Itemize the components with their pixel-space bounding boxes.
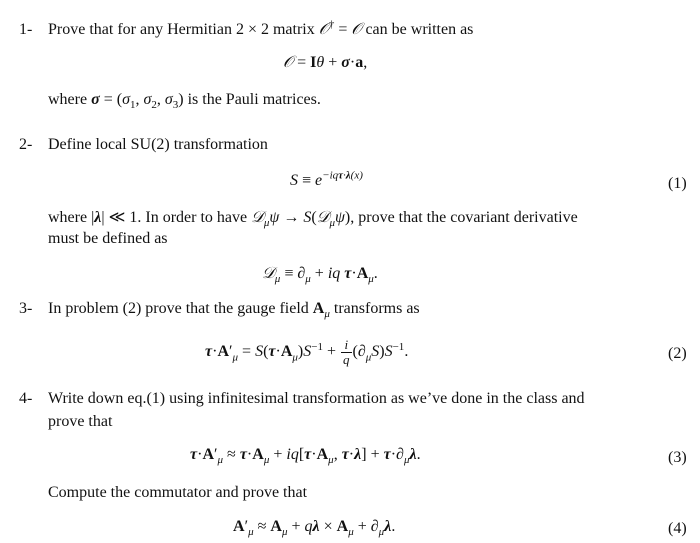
- equation-number-1: (1): [668, 175, 687, 192]
- problem-1-followup: where $\sigma = (\sigma_1$, $\sigma_2$, $\sigma_3$) is the Pauli matrices.: [48, 91, 321, 112]
- problem-1-number: 1-: [19, 21, 33, 38]
- problem-4-equation-2: $A'_\mu \approx A_\mu + q\lambda \times A_\mu + \partial_\mu\lambda$.: [233, 518, 396, 539]
- problem-4-followup: Compute the commutator and prove that: [48, 484, 308, 501]
- problem-2-followup-line1: where |λ| ≪ 1. In order to have 𝒟$_\mu$ψ → S(𝒟$_\mu$ψ), prove that the covariant derivative: [48, 209, 578, 230]
- problem-3-equation: $\tau\cdot A'_\mu = S(\tau\cdot A_\mu)S^{-1}$ + $\frac{i}{q}$ $(\partial_\mu S)S^{-1}$.: [205, 337, 409, 367]
- problem-2-equation-1: $S \equiv e^{-iq\tau\cdot\lambda(x)}$: [290, 169, 363, 189]
- problem-4-statement-line2: prove that: [48, 413, 113, 430]
- problem-2-statement: Define local SU(2) transformation: [48, 136, 268, 153]
- fraction-i-over-q: $\frac{i}{q}$: [343, 337, 350, 367]
- problem-4-equation-1: $\tau\cdot A'_\mu \approx \tau\cdot A_\mu + iq[\tau\cdot A_\mu$, $\tau\cdot\lambda] + \tau\cdot\partial_\mu\lambda$.: [190, 446, 421, 467]
- problem-1-statement: Prove that for any Hermitian 2 × 2 matrix 𝒪† = 𝒪 can be written as: [48, 18, 474, 38]
- problem-3-number: 3-: [19, 300, 33, 317]
- problem-3-statement: In problem (2) prove that the gauge field $A_\mu$ transforms as: [48, 300, 420, 321]
- equation-number-2: (2): [668, 345, 687, 362]
- problem-2-equation-2: 𝒟$_\mu$ ≡ $\partial_\mu$ + iq $\tau\cdot A_\mu$.: [262, 265, 378, 286]
- equation-number-3: (3): [668, 449, 687, 466]
- problem-2-followup-line2: must be defined as: [48, 230, 168, 247]
- equation-number-4: (4): [668, 520, 687, 537]
- problem-1-equation: 𝒪 = Iθ + σ·a,: [283, 54, 368, 71]
- problem-4-number: 4-: [19, 390, 33, 407]
- problem-4-statement-line1: Write down eq.(1) using infinitesimal transformation as we’ve done in the class and: [48, 390, 585, 407]
- problem-2-number: 2-: [19, 136, 33, 153]
